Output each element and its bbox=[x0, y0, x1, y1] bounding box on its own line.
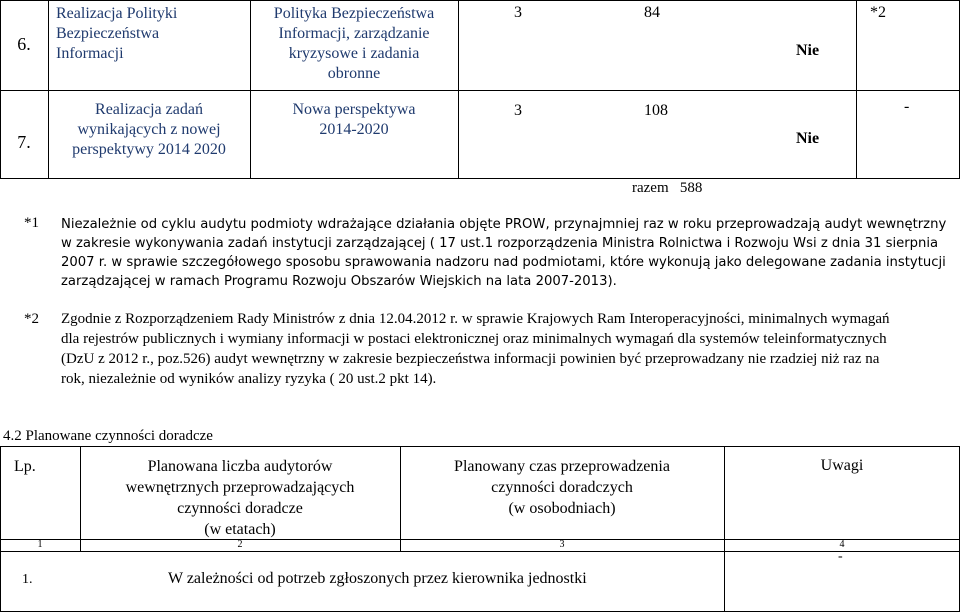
row-6-lp: 6. bbox=[17, 34, 31, 54]
total-value: 588 bbox=[679, 180, 703, 196]
row-6-col6: Nie bbox=[796, 42, 820, 59]
row-7-lp: 7. bbox=[17, 132, 31, 152]
row-7-task: Realizacja zadań wynikających z nowej perspektywy 2014 2020 bbox=[72, 101, 226, 158]
row-7-col5: 108 bbox=[644, 102, 668, 119]
total-row bbox=[632, 180, 702, 197]
row-6-col4: 3 bbox=[514, 4, 522, 21]
col-number-3: 3 bbox=[559, 539, 565, 550]
total-label: razem bbox=[632, 180, 669, 196]
row-6-col5: 84 bbox=[644, 4, 660, 21]
header-auditors: Planowana liczba audytorów wewnętrznych przeprowadzających czynności doradcze (w etatach) bbox=[125, 458, 355, 538]
col-number-1: 1 bbox=[37, 539, 43, 550]
row-6-col7: *2 bbox=[870, 4, 886, 21]
footnote-1-mark: *1 bbox=[24, 215, 39, 231]
row-1-lp: 1. bbox=[22, 572, 33, 587]
header-time: Planowany czas przeprowadzenia czynności doradczych (w osobodniach) bbox=[454, 458, 670, 517]
footnote-1-text: Niezależnie od cyklu audytu podmioty wdrażające działania objęte PROW, przynajmniej raz w roku przeprowadzają audyt wewnętrzny w zakresie wykonywania zadań instytucji zarządzającej ( 17 ust.1 rozporządzenia Ministra Rolnictwa i Rozwoju Wsi z dnia 31 sierpnia 2007 r. w sprawie szczegółowego sposobu sprawowania nadzoru nad podmiotami, które wykonują jako delegowane zadania instytucji zarządzającej w ramach Programu Rozwoju Obszarów Wiejskich na lata 2007-2013). bbox=[61, 217, 947, 289]
header-lp: Lp. bbox=[14, 458, 36, 475]
row-7-col7: - bbox=[904, 98, 910, 115]
footnote-2-mark: *2 bbox=[24, 311, 39, 327]
col-number-2: 2 bbox=[237, 539, 243, 550]
row-6-subject: Polityka Bezpieczeństwa Informacji, zarządzanie kryzysowe i zadania obronne bbox=[273, 5, 435, 82]
col-number-4: 4 bbox=[839, 539, 845, 550]
footnote-2-text: Zgodnie z Rozporządzeniem Rady Ministrów z dnia 12.04.2012 r. w sprawie Krajowych Ram Interoperacyjności, minimalnych wymagań dla rejestrów publicznych i wymiany informacji w postaci elektronicznej oraz minimalnych wymagań dla systemów teleinformatycznych (DzU z 2012 r., poz.526) audyt wewnętrzny w zakresie bezpieczeństwa informacji powinien być przeprowadzany nie rzadziej niż raz na rok, niezależnie od wyników analizy ryzyka ( 20 ust.2 pkt 14). bbox=[61, 311, 890, 387]
row-7-col4: 3 bbox=[514, 102, 522, 119]
row-1-text: W zależności od potrzeb zgłoszonych przez kierownika jednostki bbox=[168, 570, 587, 587]
row-7-subject: Nowa perspektywa 2014-2020 bbox=[292, 101, 416, 138]
section-heading: 4.2 Planowane czynności doradcze bbox=[3, 428, 213, 444]
row-6-task: Realizacja Polityki Bezpieczeństwa Informacji bbox=[56, 5, 178, 62]
row-7-col6: Nie bbox=[796, 130, 820, 147]
header-notes: Uwagi bbox=[820, 457, 864, 474]
row-1-notes: - bbox=[838, 549, 843, 564]
